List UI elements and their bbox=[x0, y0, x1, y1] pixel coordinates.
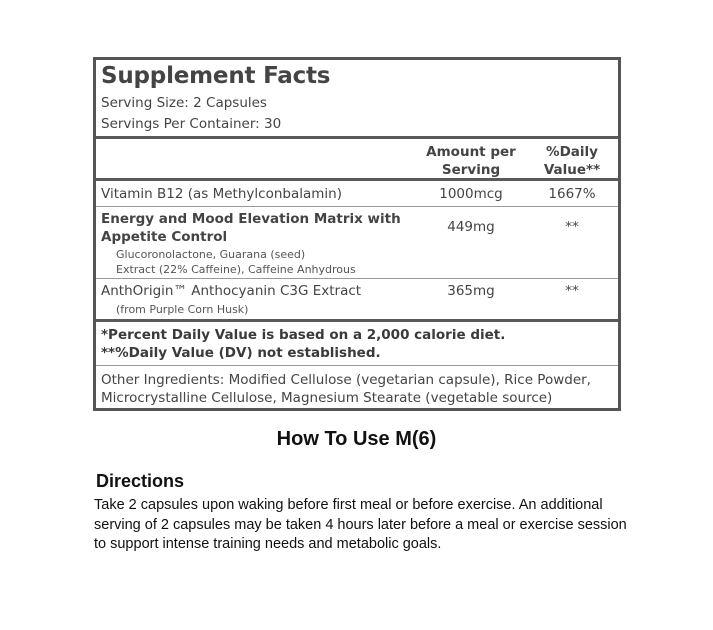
row-energy-matrix-ingredients-line1: Glucoronolactone, Guarana (seed) bbox=[116, 248, 306, 261]
divider-thick bbox=[96, 178, 618, 181]
divider-thin bbox=[96, 278, 618, 279]
row-energy-matrix-dv: ** bbox=[565, 219, 579, 235]
column-header-dv-line1: %Daily bbox=[546, 144, 598, 160]
how-to-use-heading: How To Use M(6) bbox=[276, 428, 437, 450]
footnote-dv-not-established: **%Daily Value (DV) not established. bbox=[101, 345, 381, 361]
divider-thin bbox=[96, 365, 618, 366]
row-energy-matrix-amount: 449mg bbox=[447, 219, 495, 235]
row-anthorigin-dv: ** bbox=[565, 283, 579, 299]
column-header-amount-line2: Serving bbox=[441, 162, 501, 178]
divider-thick bbox=[96, 319, 618, 322]
row-anthorigin-name: AnthOrigin™ Anthocyanin C3G Extract bbox=[101, 283, 362, 299]
row-anthorigin-source: (from Purple Corn Husk) bbox=[116, 303, 249, 316]
row-energy-matrix-ingredients bbox=[116, 247, 356, 277]
row-energy-matrix-ingredients-line2: Extract (22% Caffeine), Caffeine Anhydrous bbox=[116, 263, 356, 276]
facts-title: Supplement Facts bbox=[101, 63, 331, 89]
row-vitamin-b12-amount: 1000mcg bbox=[439, 186, 503, 202]
row-anthorigin-amount: 365mg bbox=[447, 283, 495, 299]
row-vitamin-b12-dv: 1667% bbox=[548, 186, 596, 202]
row-energy-matrix-name-line1: Energy and Mood Elevation Matrix with bbox=[101, 211, 401, 227]
supplement-facts-panel bbox=[93, 57, 621, 411]
divider-thin bbox=[96, 206, 618, 207]
footnote-percent-dv: *Percent Daily Value is based on a 2,000 calorie diet. bbox=[101, 327, 506, 343]
row-energy-matrix-name bbox=[101, 210, 401, 246]
other-ingredients: Other Ingredients: Modified Cellulose (vegetarian capsule), Rice Powder, Microcrystalline Cellulose, Magnesium Stearate (vegetable source) bbox=[101, 372, 591, 406]
column-header-amount-line1: Amount per bbox=[426, 144, 516, 160]
directions-label: Directions bbox=[96, 471, 185, 491]
serving-size: Serving Size: 2 Capsules bbox=[101, 95, 267, 111]
row-vitamin-b12-name: Vitamin B12 (as Methylconbalamin) bbox=[101, 186, 342, 202]
divider-thick bbox=[96, 136, 618, 139]
column-header-amount bbox=[416, 143, 526, 179]
row-energy-matrix-name-line2: Appetite Control bbox=[101, 229, 228, 245]
directions-text: Take 2 capsules upon waking before first meal or before exercise. An additional serving of 2 capsules may be taken 4 hours later before a meal or exercise session to support intense training needs and metabolic goals. bbox=[94, 497, 627, 552]
column-header-dv-line2: Value** bbox=[543, 162, 601, 178]
column-header-daily-value bbox=[532, 143, 612, 179]
servings-per-container: Servings Per Container: 30 bbox=[101, 116, 282, 132]
